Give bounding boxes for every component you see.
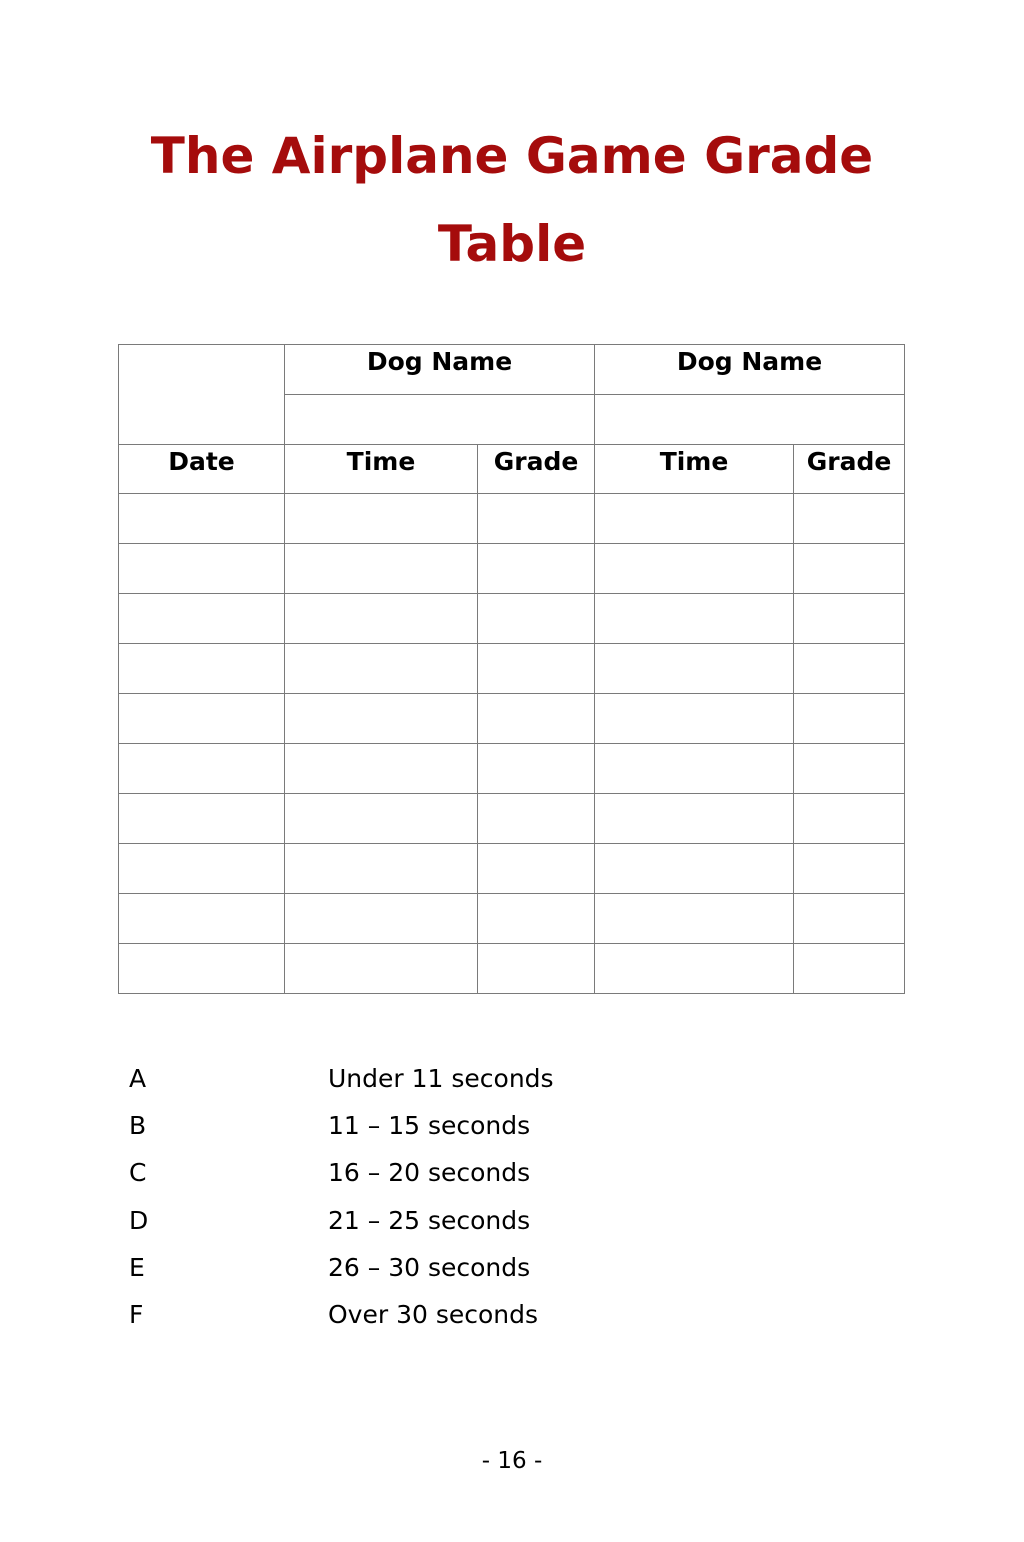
- dog2-grade-cell[interactable]: [794, 844, 905, 894]
- legend-grade-letter: C: [129, 1158, 147, 1188]
- date-cell[interactable]: [119, 694, 285, 744]
- dog2-time-cell[interactable]: [595, 794, 794, 844]
- table-row: [119, 644, 905, 694]
- dog2-grade-cell[interactable]: [794, 494, 905, 544]
- dog1-grade-cell[interactable]: [478, 494, 595, 544]
- legend-time-range: Under 11 seconds: [328, 1064, 554, 1093]
- page-title-line-1: The Airplane Game Grade: [150, 127, 874, 185]
- table-row: [119, 844, 905, 894]
- dog1-grade-column-header: [478, 445, 595, 494]
- date-cell[interactable]: [119, 644, 285, 694]
- dog1-time-cell[interactable]: [285, 694, 478, 744]
- legend-grade-letter: E: [129, 1252, 145, 1282]
- page-title: [0, 112, 1024, 288]
- table-body: [119, 494, 905, 994]
- date-column-label: Date: [168, 447, 235, 476]
- dog1-grade-cell[interactable]: [478, 944, 595, 994]
- legend-item: [129, 1060, 554, 1107]
- dog2-header-label: Dog Name: [676, 347, 823, 376]
- dog1-grade-cell[interactable]: [478, 644, 595, 694]
- dog2-time-cell[interactable]: [595, 744, 794, 794]
- dog1-grade-cell[interactable]: [478, 544, 595, 594]
- dog1-name-field[interactable]: [285, 395, 595, 445]
- dog1-header-label: Dog Name: [366, 347, 513, 376]
- legend-time-range: 11 – 15 seconds: [328, 1111, 531, 1141]
- dog1-time-cell[interactable]: [285, 744, 478, 794]
- dog2-grade-cell[interactable]: [794, 644, 905, 694]
- dog2-time-label: Time: [659, 447, 729, 476]
- dog2-time-cell[interactable]: [595, 544, 794, 594]
- date-cell[interactable]: [119, 944, 285, 994]
- dog1-grade-cell[interactable]: [478, 744, 595, 794]
- table-row: [119, 894, 905, 944]
- page-number: - 16 -: [481, 1448, 543, 1474]
- legend-time-range: 26 – 30 seconds: [328, 1252, 531, 1282]
- dog2-name-field[interactable]: [595, 395, 905, 445]
- dog2-time-cell[interactable]: [595, 694, 794, 744]
- table-row: [119, 744, 905, 794]
- dog1-time-cell[interactable]: [285, 844, 478, 894]
- legend-item: [129, 1296, 554, 1343]
- page-title-line-2: Table: [437, 215, 587, 273]
- dog1-grade-cell[interactable]: [478, 794, 595, 844]
- legend-item: [129, 1202, 554, 1249]
- dog2-grade-cell[interactable]: [794, 544, 905, 594]
- dog1-time-cell[interactable]: [285, 794, 478, 844]
- dog2-grade-cell[interactable]: [794, 594, 905, 644]
- dog2-time-cell[interactable]: [595, 494, 794, 544]
- grade-table: [118, 344, 905, 994]
- date-cell[interactable]: [119, 544, 285, 594]
- dog1-time-cell[interactable]: [285, 644, 478, 694]
- dog1-grade-cell[interactable]: [478, 594, 595, 644]
- dog2-time-column-header: [595, 445, 794, 494]
- date-cell[interactable]: [119, 794, 285, 844]
- dog1-time-cell[interactable]: [285, 944, 478, 994]
- date-cell[interactable]: [119, 894, 285, 944]
- dog2-header-cell: [595, 345, 905, 395]
- blank-corner-cell: [119, 345, 285, 445]
- dog1-time-cell[interactable]: [285, 494, 478, 544]
- dog1-grade-cell[interactable]: [478, 844, 595, 894]
- dog1-header-cell: [285, 345, 595, 395]
- legend-item: [129, 1154, 554, 1201]
- date-cell[interactable]: [119, 594, 285, 644]
- dog2-grade-cell[interactable]: [794, 944, 905, 994]
- date-cell[interactable]: [119, 494, 285, 544]
- table-row: [119, 594, 905, 644]
- table-row: [119, 944, 905, 994]
- dog1-time-column-header: [285, 445, 478, 494]
- dog1-time-cell[interactable]: [285, 544, 478, 594]
- legend-item: [129, 1107, 554, 1154]
- legend-grade-letter: A: [129, 1064, 147, 1093]
- legend-grade-letter: F: [129, 1299, 144, 1329]
- dog2-grade-cell[interactable]: [794, 894, 905, 944]
- dog1-time-cell[interactable]: [285, 894, 478, 944]
- dog2-time-cell[interactable]: [595, 944, 794, 994]
- table-row: [119, 494, 905, 544]
- legend-item: [129, 1249, 554, 1296]
- table-row: [119, 694, 905, 744]
- dog2-grade-column-header: [794, 445, 905, 494]
- grade-legend: [129, 1060, 554, 1343]
- dog2-time-cell[interactable]: [595, 644, 794, 694]
- legend-grade-letter: B: [129, 1111, 147, 1141]
- table-row: [119, 794, 905, 844]
- dog1-grade-label: Grade: [493, 447, 579, 476]
- dog1-grade-cell[interactable]: [478, 894, 595, 944]
- dog2-grade-cell[interactable]: [794, 744, 905, 794]
- legend-time-range: 21 – 25 seconds: [328, 1205, 531, 1235]
- date-cell[interactable]: [119, 744, 285, 794]
- dog1-grade-cell[interactable]: [478, 694, 595, 744]
- legend-grade-letter: D: [129, 1205, 149, 1235]
- dog2-time-cell[interactable]: [595, 894, 794, 944]
- dog2-time-cell[interactable]: [595, 594, 794, 644]
- dog2-grade-label: Grade: [806, 447, 892, 476]
- dog2-grade-cell[interactable]: [794, 794, 905, 844]
- dog1-time-label: Time: [346, 447, 416, 476]
- dog1-time-cell[interactable]: [285, 594, 478, 644]
- legend-time-range: 16 – 20 seconds: [328, 1158, 531, 1188]
- header-row-dog-names: [119, 345, 905, 395]
- dog2-grade-cell[interactable]: [794, 694, 905, 744]
- table-row: [119, 544, 905, 594]
- dog2-time-cell[interactable]: [595, 844, 794, 894]
- date-cell[interactable]: [119, 844, 285, 894]
- header-row-columns: [119, 445, 905, 494]
- date-column-header: [119, 445, 285, 494]
- legend-time-range: Over 30 seconds: [328, 1299, 539, 1329]
